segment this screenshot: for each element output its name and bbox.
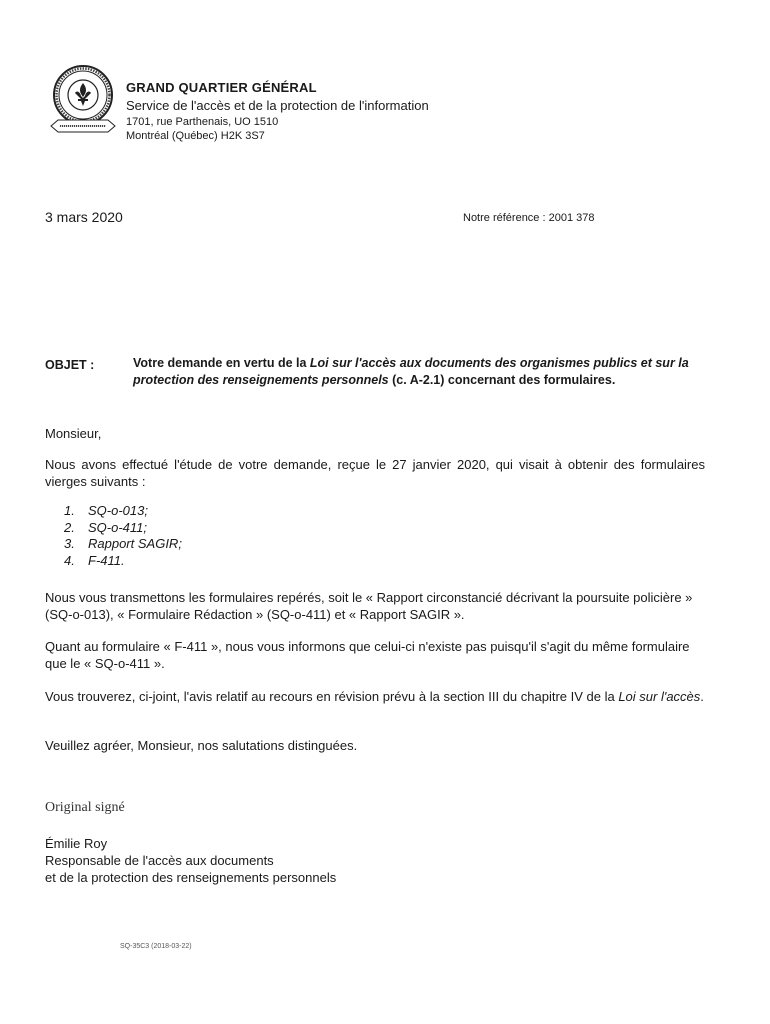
organization-name: GRAND QUARTIER GÉNÉRAL bbox=[126, 80, 317, 95]
organization-service: Service de l'accès et de la protection de l'information bbox=[126, 98, 429, 113]
signer-title-line-2: et de la protection des renseignements personnels bbox=[45, 870, 337, 885]
paragraph-request: Nous avons effectué l'étude de votre demande, reçue le 27 janvier 2020, qui visait à obtenir des formulaires vierges suivants : bbox=[45, 457, 705, 489]
list-item bbox=[64, 520, 182, 537]
list-item-number: 4. bbox=[64, 552, 75, 568]
subject-text-part2: (c. A-2.1) concernant des formulaires. bbox=[388, 373, 616, 387]
signer-title-line-1: Responsable de l'accès aux documents bbox=[45, 853, 274, 868]
signature-block bbox=[45, 835, 336, 886]
list-item-text: SQ-o-411; bbox=[88, 519, 148, 535]
reference-number: Notre référence : 2001 378 bbox=[463, 212, 595, 224]
subject-label: OBJET : bbox=[45, 358, 95, 372]
original-signed-note: Original signé bbox=[45, 800, 125, 815]
subject-law-title: Loi sur l'accès aux documents des organismes publics et sur la protection des renseignements personnels bbox=[133, 356, 689, 387]
forms-list bbox=[64, 503, 182, 569]
list-item-text: SQ-o-013; bbox=[88, 503, 148, 518]
signer-name: Émilie Roy bbox=[45, 836, 108, 851]
paragraph-f411: Quant au formulaire « F-411 », nous vous informons que celui-ci n'existe pas puisqu'il s'agit du même formulaire que le « SQ-o-411 ». bbox=[45, 639, 690, 671]
list-item bbox=[64, 503, 182, 520]
list-item-number: 1. bbox=[64, 503, 75, 518]
address-line-1: 1701, rue Parthenais, UO 1510 bbox=[126, 116, 279, 128]
review-notice-end: . bbox=[700, 689, 704, 704]
list-item-text: F-411. bbox=[88, 552, 125, 568]
review-notice-law-title: Loi sur l'accès bbox=[618, 689, 701, 704]
paragraph-transmitted-forms: Nous vous transmettons les formulaires repérés, soit le « Rapport circonstancié décrivant la poursuite policière » (SQ-o-013), « Formulaire Rédaction » (SQ-o-411) et « Rapport SAGIR ». bbox=[45, 590, 693, 622]
salutation: Monsieur, bbox=[45, 426, 102, 441]
paragraph-review-notice bbox=[45, 688, 705, 705]
closing-formula: Veuillez agréer, Monsieur, nos salutations distinguées. bbox=[45, 738, 358, 753]
list-item-number: 2. bbox=[64, 519, 75, 535]
subject-text bbox=[133, 355, 723, 389]
surete-du-quebec-seal-logo bbox=[48, 62, 118, 140]
list-item-text: Rapport SAGIR; bbox=[88, 536, 182, 551]
list-item-number: 3. bbox=[64, 536, 75, 551]
list-item bbox=[64, 553, 182, 570]
letter-date: 3 mars 2020 bbox=[45, 209, 123, 225]
review-notice-text: Vous trouverez, ci-joint, l'avis relatif au recours en révision prévu à la section III du chapitre IV de la bbox=[45, 689, 619, 704]
subject-text-part1: Votre demande en vertu de la bbox=[133, 356, 310, 370]
list-item bbox=[64, 536, 182, 553]
form-code: SQ-35C3 (2018-03-22) bbox=[120, 943, 192, 950]
address-line-2: Montréal (Québec) H2K 3S7 bbox=[126, 130, 265, 142]
